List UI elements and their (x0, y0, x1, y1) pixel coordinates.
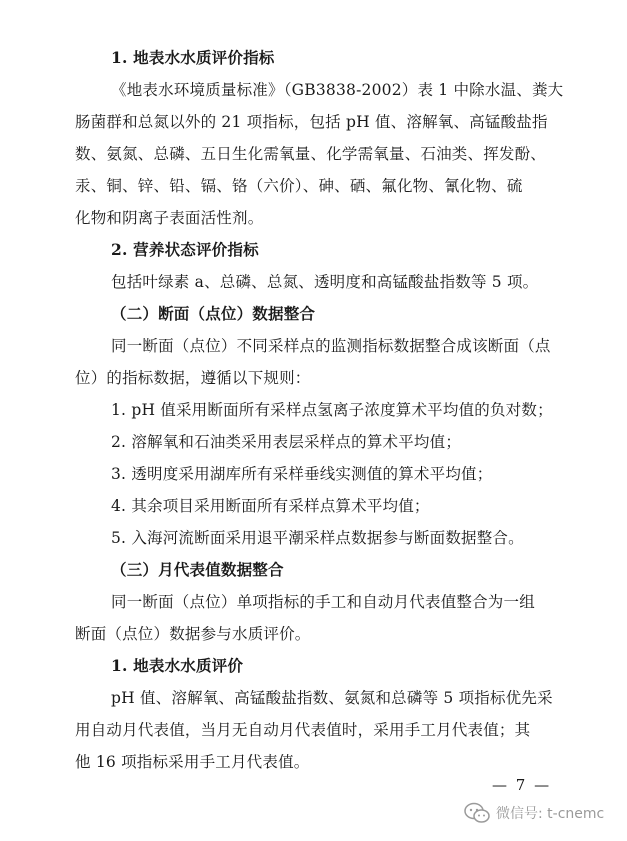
text-line: 4. 其余项目采用断面所有采样点算术平均值； (111, 497, 430, 515)
text-line: 2. 溶解氧和石油类采用表层采样点的算术平均值； (111, 433, 462, 451)
watermark-text: 微信号: t-cnemc (496, 806, 605, 822)
text-line: 肠菌群和总氮以外的 21 项指标，包括 pH 值、溶解氧、高锰酸盐指 (75, 113, 548, 131)
text-line: 包括叶绿素 a、总磷、总氮、透明度和高锰酸盐指数等 5 项。 (111, 273, 539, 291)
text-line: 他 16 项指标采用手工月代表值。 (75, 753, 310, 771)
text-line: 用自动月代表值，当月无自动月代表值时，采用手工月代表值；其 (75, 721, 531, 739)
text-line: pH 值、溶解氧、高锰酸盐指数、氨氮和总磷等 5 项指标优先采 (111, 689, 553, 707)
text-line: 断面（点位）数据参与水质评价。 (75, 625, 311, 643)
text-line: 数、氨氮、总磷、五日生化需氧量、化学需氧量、石油类、挥发酚、 (75, 145, 547, 163)
section-heading: （二）断面（点位）数据整合 (111, 304, 316, 323)
text-line: 3. 透明度采用湖库所有采样垂线实测值的算术平均值； (111, 465, 493, 483)
text-line: 同一断面（点位）不同采样点的监测指标数据整合成该断面（点 (111, 337, 551, 355)
section-heading: 2. 营养状态评价指标 (111, 240, 259, 259)
text-line: 1. pH 值采用断面所有采样点氢离子浓度算术平均值的负对数； (111, 401, 553, 419)
section-heading: （三）月代表值数据整合 (111, 560, 284, 579)
text-line: 位）的指标数据，遵循以下规则： (75, 369, 311, 387)
text-line: 汞、铜、锌、铅、镉、铬（六价）、砷、硒、氟化物、氰化物、硫 (75, 177, 523, 195)
text-line: 化物和阴离子表面活性剂。 (75, 209, 264, 227)
wechat-icon (464, 802, 490, 824)
page-number: — 7 — (492, 776, 552, 794)
section-heading: 1. 地表水水质评价指标 (111, 48, 275, 67)
wechat-watermark (464, 802, 604, 824)
section-heading: 1. 地表水水质评价 (111, 656, 244, 675)
text-line: 5. 入海河流断面采用退平潮采样点数据参与断面数据整合。 (111, 529, 524, 547)
text-line: 同一断面（点位）单项指标的手工和自动月代表值整合为一组 (111, 593, 535, 611)
text-line: 《地表水环境质量标准》（GB3838-2002）表 1 中除水温、粪大 (111, 81, 564, 99)
